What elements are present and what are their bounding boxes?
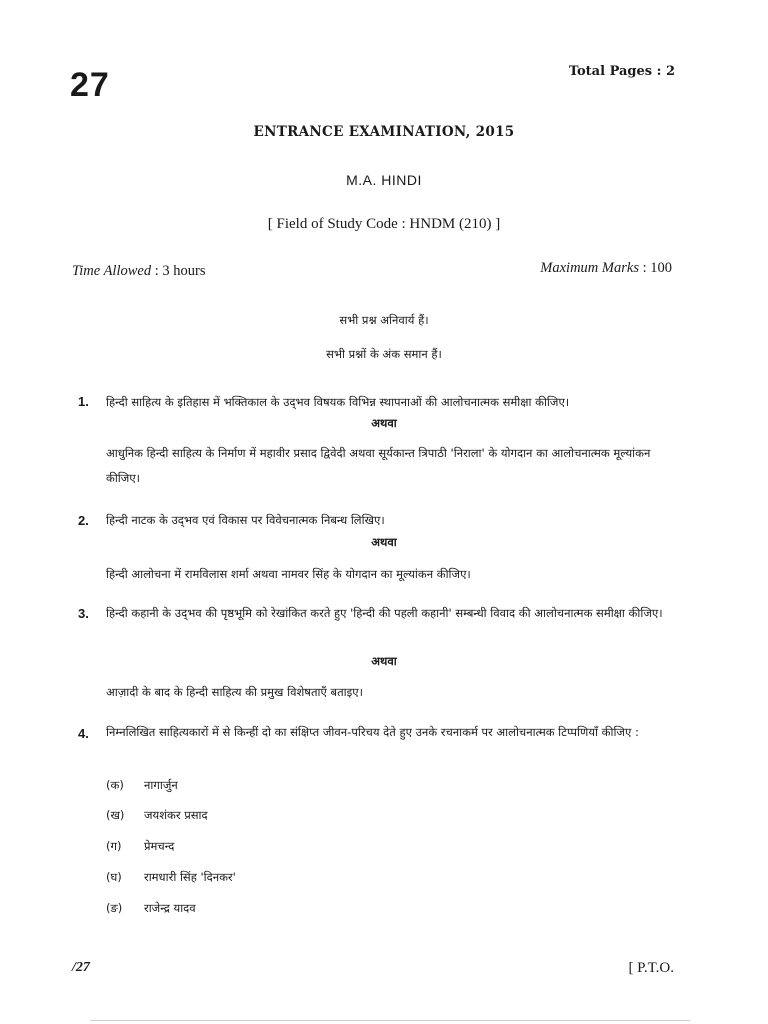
marks-value: : 100 [642, 260, 672, 276]
option-gha [106, 870, 236, 885]
exam-title: ENTRANCE EXAMINATION, 2015 [253, 124, 515, 140]
option-nga [106, 901, 196, 916]
option-label: (ग) [106, 839, 122, 853]
option-ga [106, 839, 174, 854]
instruction-equal-marks: सभी प्रश्नों के अंक समान हैं। [326, 347, 442, 361]
option-ka [106, 778, 178, 793]
question-text-2: हिन्दी नाटक के उद्‌भव एवं विकास पर विवेचनात्मक निबन्ध लिखिए। [106, 513, 385, 527]
option-text: रामधारी सिंह 'दिनकर' [144, 870, 236, 884]
time-allowed [72, 263, 205, 280]
question-number-1: 1. [78, 394, 89, 409]
or-label-1: अथवा [371, 416, 397, 430]
marks-label: Maximum Marks [540, 260, 639, 276]
footer-paper-code: /27 [72, 960, 90, 975]
total-pages: Total Pages : 2 [568, 64, 675, 79]
question-alternative-3: आज़ादी के बाद के हिन्दी साहित्य की प्रमुख विशेषताएँ बताइए। [106, 685, 363, 699]
or-label-3: अथवा [371, 654, 397, 668]
option-label: (घ) [106, 870, 122, 884]
question-text-3: हिन्दी कहानी के उद्‌भव की पृष्ठभूमि को रेखांकित करते हुए 'हिन्दी की पहली कहानी' सम्बन्धी विवाद की आलोचनात्मक समीक्षा कीजिए। [106, 606, 663, 620]
maximum-marks [460, 260, 672, 277]
question-text-4: निम्नलिखित साहित्यकारों में से किन्हीं दो का संक्षिप्त जीवन-परिचय देते हुए उनके रचनाकर्म पर आलोचनात्मक टिप्पणियाँ कीजिए : [106, 725, 639, 739]
option-text: प्रेमचन्द [144, 839, 175, 853]
option-text: राजेन्द्र यादव [144, 901, 196, 915]
time-label: Time Allowed [72, 263, 152, 279]
option-kha [106, 808, 208, 823]
subject-title: M.A. HINDI [346, 172, 422, 188]
option-text: जयशंकर प्रसाद [144, 808, 208, 822]
option-label: (ख) [106, 808, 125, 822]
option-label: (क) [106, 778, 124, 792]
instruction-compulsory: सभी प्रश्न अनिवार्य हैं। [339, 313, 429, 327]
footer-pto: [ P.T.O. [628, 960, 674, 976]
question-number-4: 4. [78, 726, 89, 741]
question-number-2: 2. [78, 513, 89, 528]
question-alternative-1: आधुनिक हिन्दी साहित्य के निर्माण में महावीर प्रसाद द्विवेदी अथवा सूर्यकान्त त्रिपाठी 'निराला' के योगदान का आलोचनात्मक मूल्यांकन कीजिए। [106, 446, 651, 485]
bottom-divider [90, 1020, 690, 1021]
question-number-3: 3. [78, 606, 89, 621]
paper-code-number: 27 [70, 66, 110, 104]
option-text: नागार्जुन [144, 778, 178, 792]
or-label-2: अथवा [371, 535, 397, 549]
time-value: : 3 hours [154, 263, 206, 279]
question-alternative-2: हिन्दी आलोचना में रामविलास शर्मा अथवा नामवर सिंह के योगदान का मूल्यांकन कीजिए। [106, 567, 471, 581]
field-of-study-code: [ Field of Study Code : HNDM (210) ] [267, 216, 501, 232]
question-text-1: हिन्दी साहित्य के इतिहास में भक्तिकाल के उद्‌भव विषयक विभिन्न स्थापनाओं की आलोचनात्मक समीक्षा कीजिए। [106, 395, 570, 409]
option-label: (ङ) [106, 901, 123, 915]
